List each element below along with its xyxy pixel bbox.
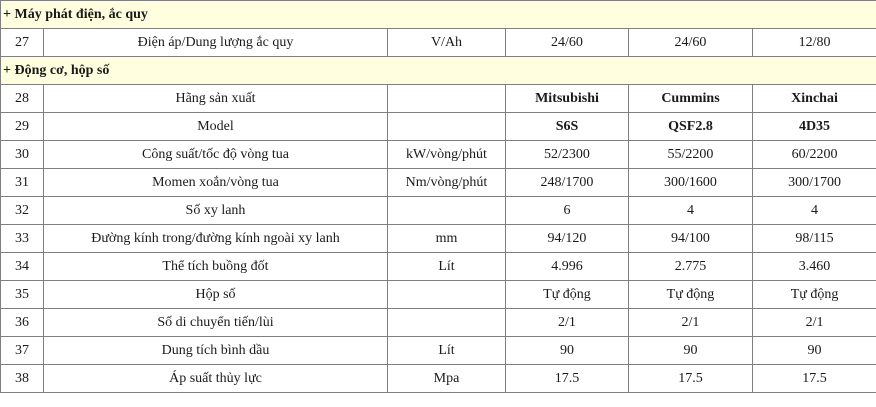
value-model-1: Tự động bbox=[506, 281, 629, 309]
spec-unit bbox=[388, 281, 506, 309]
table-row bbox=[1, 281, 876, 309]
spec-name: Điện áp/Dung lượng ắc quy bbox=[44, 29, 388, 57]
value-model-3: 60/2200 bbox=[753, 141, 876, 169]
value-model-3: 12/80 bbox=[753, 29, 876, 57]
spec-name: Đường kính trong/đường kính ngoài xy lanh bbox=[44, 225, 388, 253]
value-model-1: Mitsubishi bbox=[506, 85, 629, 113]
value-model-1: 248/1700 bbox=[506, 169, 629, 197]
spec-name: Hộp số bbox=[44, 281, 388, 309]
spec-unit bbox=[388, 85, 506, 113]
spec-unit: Mpa bbox=[388, 365, 506, 393]
value-model-1: 90 bbox=[506, 337, 629, 365]
value-model-3: 4D35 bbox=[753, 113, 876, 141]
row-number: 31 bbox=[1, 169, 44, 197]
spec-table-body bbox=[1, 1, 876, 393]
value-model-1: 6 bbox=[506, 197, 629, 225]
row-number: 33 bbox=[1, 225, 44, 253]
value-model-1: 94/120 bbox=[506, 225, 629, 253]
value-model-3: 98/115 bbox=[753, 225, 876, 253]
row-number: 27 bbox=[1, 29, 44, 57]
row-number: 37 bbox=[1, 337, 44, 365]
value-model-2: 94/100 bbox=[629, 225, 753, 253]
table-row bbox=[1, 365, 876, 393]
value-model-1: 4.996 bbox=[506, 253, 629, 281]
table-row bbox=[1, 85, 876, 113]
spec-unit: kW/vòng/phút bbox=[388, 141, 506, 169]
spec-name: Công suất/tốc độ vòng tua bbox=[44, 141, 388, 169]
spec-name: Áp suất thủy lực bbox=[44, 365, 388, 393]
section-title: + Động cơ, hộp số bbox=[1, 57, 876, 85]
value-model-2: 2.775 bbox=[629, 253, 753, 281]
row-number: 36 bbox=[1, 309, 44, 337]
value-model-3: 300/1700 bbox=[753, 169, 876, 197]
value-model-2: Cummins bbox=[629, 85, 753, 113]
table-row bbox=[1, 197, 876, 225]
spec-name: Dung tích bình dầu bbox=[44, 337, 388, 365]
value-model-2: 55/2200 bbox=[629, 141, 753, 169]
section-header-row bbox=[1, 57, 876, 85]
value-model-2: QSF2.8 bbox=[629, 113, 753, 141]
value-model-3: 4 bbox=[753, 197, 876, 225]
value-model-2: 300/1600 bbox=[629, 169, 753, 197]
table-row bbox=[1, 253, 876, 281]
row-number: 38 bbox=[1, 365, 44, 393]
spec-name: Thể tích buồng đốt bbox=[44, 253, 388, 281]
value-model-1: S6S bbox=[506, 113, 629, 141]
value-model-2: 17.5 bbox=[629, 365, 753, 393]
spec-unit: Nm/vòng/phút bbox=[388, 169, 506, 197]
spec-name: Số xy lanh bbox=[44, 197, 388, 225]
value-model-1: 52/2300 bbox=[506, 141, 629, 169]
section-header-row bbox=[1, 1, 876, 29]
value-model-3: Tự động bbox=[753, 281, 876, 309]
spec-unit: Lít bbox=[388, 337, 506, 365]
value-model-3: 90 bbox=[753, 337, 876, 365]
table-row bbox=[1, 225, 876, 253]
spec-unit: Lít bbox=[388, 253, 506, 281]
table-row bbox=[1, 309, 876, 337]
spec-name: Hãng sản xuất bbox=[44, 85, 388, 113]
section-title: + Máy phát điện, ắc quy bbox=[1, 1, 876, 29]
row-number: 28 bbox=[1, 85, 44, 113]
row-number: 35 bbox=[1, 281, 44, 309]
value-model-3: 3.460 bbox=[753, 253, 876, 281]
value-model-2: Tự động bbox=[629, 281, 753, 309]
table-row bbox=[1, 29, 876, 57]
value-model-2: 2/1 bbox=[629, 309, 753, 337]
value-model-3: 2/1 bbox=[753, 309, 876, 337]
spec-unit bbox=[388, 113, 506, 141]
value-model-2: 90 bbox=[629, 337, 753, 365]
row-number: 29 bbox=[1, 113, 44, 141]
value-model-3: 17.5 bbox=[753, 365, 876, 393]
value-model-3: Xinchai bbox=[753, 85, 876, 113]
spec-name: Số di chuyển tiến/lùi bbox=[44, 309, 388, 337]
spec-unit: V/Ah bbox=[388, 29, 506, 57]
table-row bbox=[1, 337, 876, 365]
value-model-1: 24/60 bbox=[506, 29, 629, 57]
row-number: 30 bbox=[1, 141, 44, 169]
spec-name: Model bbox=[44, 113, 388, 141]
spec-unit bbox=[388, 197, 506, 225]
spec-name: Momen xoắn/vòng tua bbox=[44, 169, 388, 197]
spec-unit bbox=[388, 309, 506, 337]
value-model-1: 2/1 bbox=[506, 309, 629, 337]
table-row bbox=[1, 141, 876, 169]
row-number: 32 bbox=[1, 197, 44, 225]
table-row bbox=[1, 169, 876, 197]
value-model-1: 17.5 bbox=[506, 365, 629, 393]
spec-unit: mm bbox=[388, 225, 506, 253]
table-row bbox=[1, 113, 876, 141]
value-model-2: 24/60 bbox=[629, 29, 753, 57]
row-number: 34 bbox=[1, 253, 44, 281]
value-model-2: 4 bbox=[629, 197, 753, 225]
